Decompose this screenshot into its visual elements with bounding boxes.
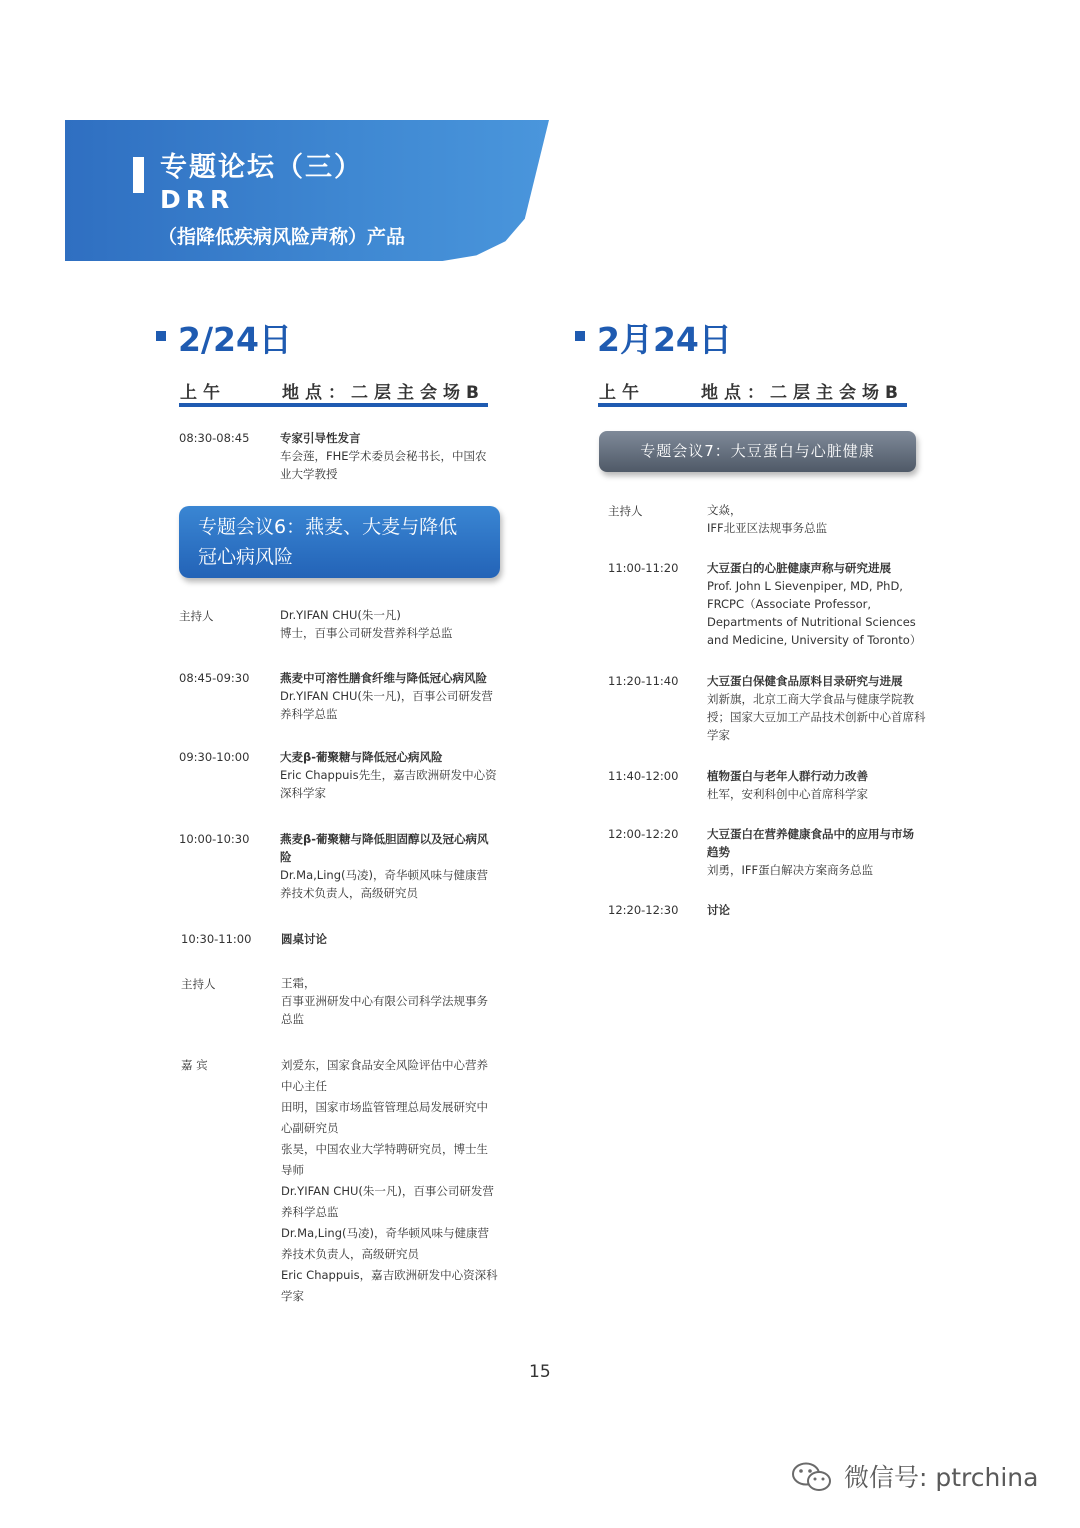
host-label-right: 主持人 [608,504,643,518]
session-label-right: 上午 [599,383,645,403]
guest-line: 导师 [281,1163,304,1177]
entry-desc: and Medicine, University of Toronto） [707,633,922,647]
date-heading-left: 2/24日 [178,320,292,359]
time-item-1: 08:45-09:30 [179,671,250,685]
host-name: Dr.YIFAN CHU(朱一凡) [280,608,401,622]
header-rule-right [598,403,907,407]
entry-title: 燕麦中可溶性膳食纤维与降低冠心病风险 [280,671,487,685]
host2-name: 王霜， [281,976,316,990]
venue-right: 地点：二层主会场B [701,383,904,403]
wechat-icon [790,1460,836,1494]
entry-item-1 [280,669,520,723]
entry-desc: 深科学家 [280,786,326,800]
guest-line: 张昊，中国农业大学特聘研究员，博士生 [281,1142,488,1156]
time-r-item-5: 12:20-12:30 [608,903,679,917]
guest-line: 学家 [281,1289,304,1303]
entry-item-2 [280,748,520,802]
guest-line: 养技术负责人，高级研究员 [281,1247,419,1261]
time-r-item-2: 11:20-11:40 [608,674,679,688]
session-box-6 [179,506,500,578]
entry-desc: 学家 [707,728,730,742]
entry-r-item-4 [707,825,952,879]
host-title: IFF北亚区法规事务总监 [707,521,828,535]
banner-description: （指降低疾病风险声称）产品 [158,226,406,248]
entry-desc: Dr.YIFAN CHU(朱一凡)，百事公司研发营 [280,689,493,703]
session-box-6-line2: 冠心病风险 [198,546,294,568]
guest-line: 刘爱东，国家食品安全风险评估中心营养 [281,1058,488,1072]
date-bullet-left [156,331,166,341]
guest-line: 中心主任 [281,1079,327,1093]
host2-title: 百事亚洲研发中心有限公司科学法规事务 [281,994,488,1008]
host2-title: 总监 [281,1012,304,1026]
entry-title: 大豆蛋白保健食品原料目录研究与进展 [707,674,903,688]
entry-desc: Prof. John L Sievenpiper, MD, PhD, [707,579,903,593]
entry-host2 [281,974,521,1028]
page-number: 15 [529,1362,551,1382]
time-r-item-1: 11:00-11:20 [608,561,679,575]
banner-accent-bar [133,157,144,193]
watermark-text: 微信号: ptrchina [844,1463,1039,1492]
entry-roundtable [281,930,521,948]
entry-host-left [280,606,520,642]
entry-desc: Departments of Nutritional Sciences [707,615,916,629]
guest-line: 田明，国家市场监管管理总局发展研究中 [281,1100,488,1114]
time-keynote: 08:30-08:45 [179,431,250,445]
guest-line: Dr.YIFAN CHU(朱一凡)，百事公司研发营 [281,1184,494,1198]
session-box-7: 专题会议7：大豆蛋白与心脏健康 [599,431,916,472]
guests-label: 嘉 宾 [181,1058,208,1072]
entry-title: 植物蛋白与老年人群行动力改善 [707,769,868,783]
banner-title: 专题论坛（三） [160,152,363,183]
entry-desc: 刘勇，IFF蛋白解决方案商务总监 [707,863,874,877]
host-title: 博士，百事公司研发营养科学总监 [280,626,453,640]
session-box-6-line1: 专题会议6：燕麦、大麦与降低 [198,516,458,538]
entry-title: 大麦β-葡聚糖与降低冠心病风险 [280,750,443,764]
entry-title: 讨论 [707,903,730,917]
time-roundtable: 10:30-11:00 [181,932,252,946]
entry-desc: 养科学总监 [280,707,338,721]
entry-desc: Dr.Ma,Ling(马凌)，奇华顿风味与健康营 [280,868,488,882]
host2-label: 主持人 [181,977,216,991]
date-heading-right: 2月24日 [597,320,732,359]
entry-r-item-5 [707,901,952,919]
guests-list [281,1055,521,1307]
entry-title: 险 [280,850,292,864]
entry-desc: 授；国家大豆加工产品技术创新中心首席科 [707,710,926,724]
guest-line: 养科学总监 [281,1205,339,1219]
entry-desc: FRCPC（Associate Professor, [707,597,871,611]
entry-title: 趋势 [707,845,730,859]
host-label-left: 主持人 [179,609,214,623]
entry-title: 圆桌讨论 [281,932,327,946]
entry-desc: 养技术负责人，高级研究员 [280,886,418,900]
entry-r-item-2 [707,672,952,744]
entry-item-3 [280,830,520,902]
entry-r-item-1 [707,559,952,649]
entry-host-right [707,501,947,537]
entry-title: 大豆蛋白在营养健康食品中的应用与市场 [707,827,914,841]
guest-line: Eric Chappuis，嘉吉欧洲研发中心资深科 [281,1268,498,1282]
entry-desc: Eric Chappuis先生，嘉吉欧洲研发中心资 [280,768,497,782]
entry-desc: 杜军，安利科创中心首席科学家 [707,787,868,801]
entry-title: 大豆蛋白的心脏健康声称与研究进展 [707,561,891,575]
entry-desc: 业大学教授 [280,467,338,481]
entry-title: 燕麦β-葡聚糖与降低胆固醇以及冠心病风 [280,832,489,846]
entry-keynote [280,429,520,483]
entry-desc: 车会莲，FHE学术委员会秘书长，中国农 [280,449,487,463]
time-r-item-3: 11:40-12:00 [608,769,679,783]
banner-subtitle: DRR [160,185,235,214]
host-name: 文焱， [707,503,742,517]
time-item-3: 10:00-10:30 [179,832,250,846]
entry-desc: 刘新旗，北京工商大学食品与健康学院教 [707,692,914,706]
entry-r-item-3 [707,767,952,803]
entry-title: 专家引导性发言 [280,431,361,445]
time-r-item-4: 12:00-12:20 [608,827,679,841]
guest-line: Dr.Ma,Ling(马凌)，奇华顿风味与健康营 [281,1226,489,1240]
header-rule-left [179,403,488,407]
time-item-2: 09:30-10:00 [179,750,250,764]
session-label-left: 上午 [180,383,226,403]
date-bullet-right [575,331,585,341]
guest-line: 心副研究员 [281,1121,339,1135]
venue-left: 地点：二层主会场B [282,383,485,403]
